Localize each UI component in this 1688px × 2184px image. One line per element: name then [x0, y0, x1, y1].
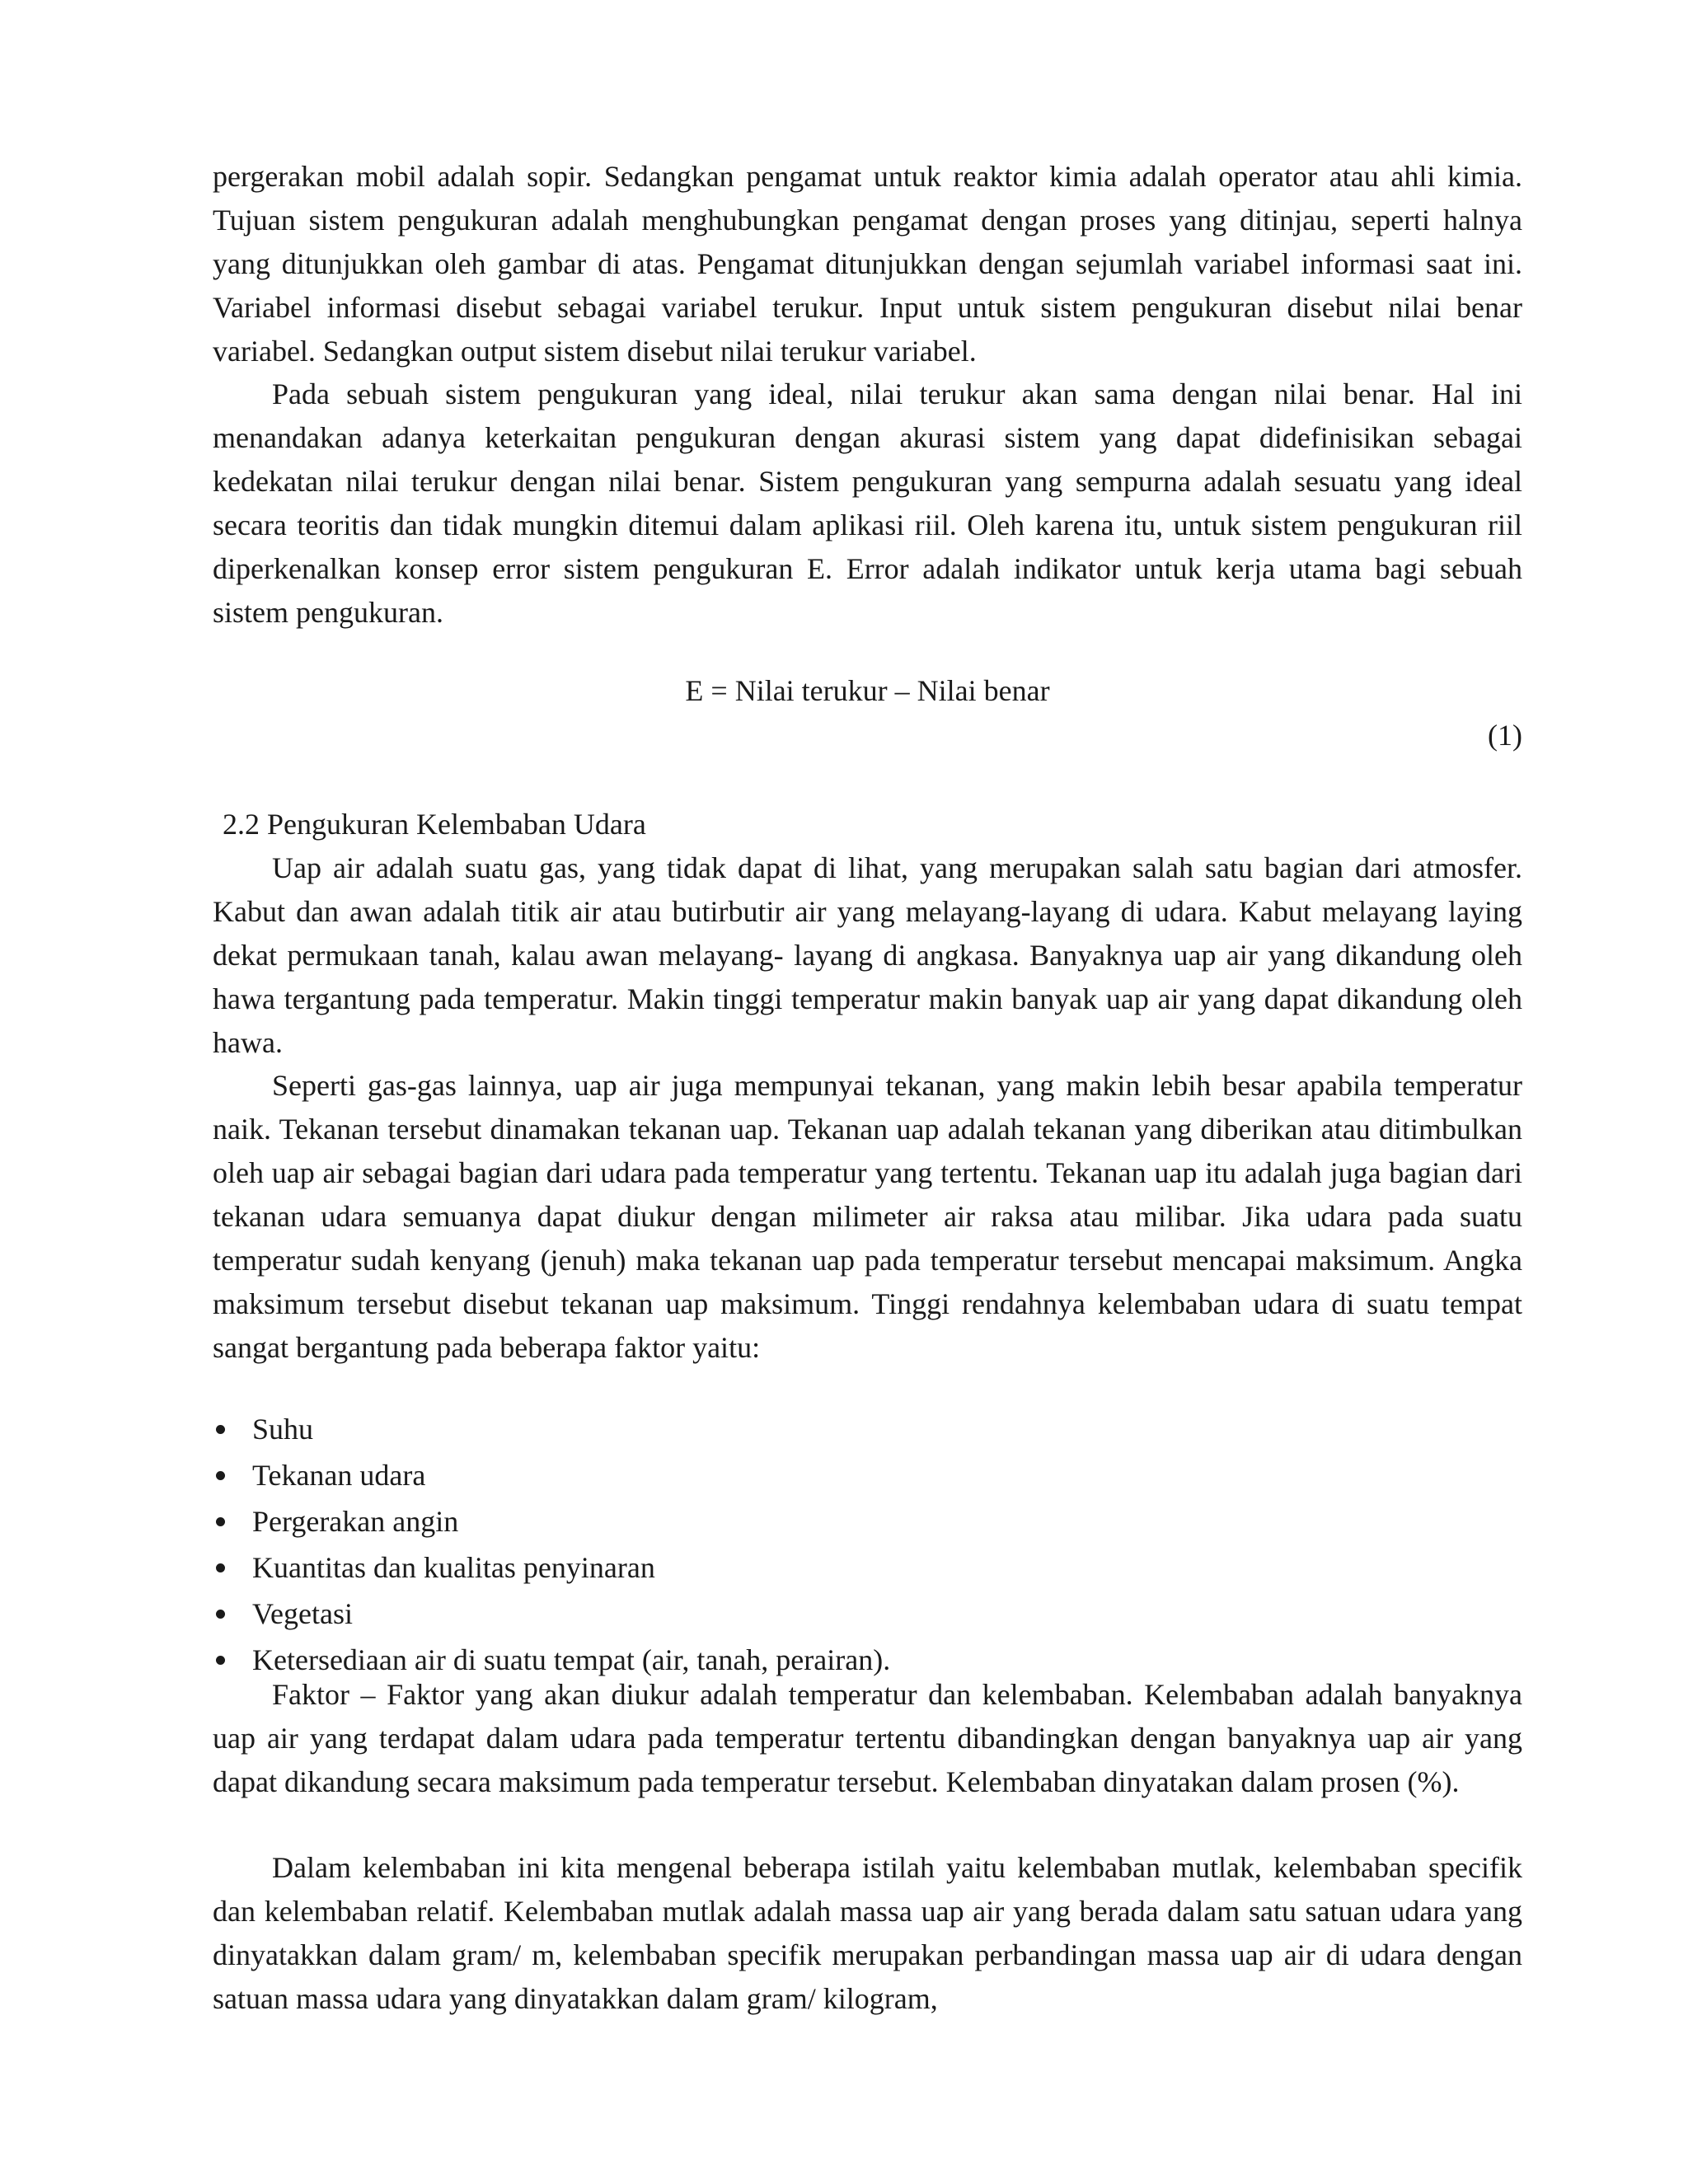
- paragraph-humidity-types: Dalam kelembaban ini kita mengenal beberapa istilah yaitu kelembaban mutlak, kelembaban specifik dan kelembaban relatif. Kelembaban mutlak adalah massa uap air yang berada dalam satu satuan udara yang dinyatakkan dalam gram/ m, kelembaban specifik merupakan perbandingan massa uap air di udara dengan satuan massa udara yang dinyatakkan dalam gram/ kilogram,: [213, 1851, 1522, 2015]
- list-item-text: Ketersediaan air di suatu tempat (air, tanah, perairan).: [252, 1643, 891, 1676]
- list-item-text: Vegetasi: [252, 1597, 353, 1630]
- equation-number: (1): [1488, 719, 1522, 752]
- section-heading: 2.2 Pengukuran Kelembaban Udara: [223, 808, 646, 841]
- list-item-text: Tekanan udara: [252, 1459, 426, 1492]
- bullet-icon: [216, 1425, 225, 1434]
- list-item: [213, 1406, 1522, 1452]
- bullet-icon: [216, 1610, 225, 1619]
- factor-list: [213, 1406, 1522, 1683]
- bullet-icon: [216, 1563, 225, 1572]
- paragraph-water-vapor: Uap air adalah suatu gas, yang tidak dapat di lihat, yang merupakan salah satu bagian dari atmosfer. Kabut dan awan adalah titik air atau butirbutir air yang melayang-layang di udara. Kabut melayang laying dekat permukaan tanah, kalau awan melayang- layang di angkasa. Banyaknya uap air yang dikandung oleh hawa tergantung pada temperatur. Makin tinggi temperatur makin banyak uap air yang dapat dikandung oleh hawa.: [213, 851, 1522, 1059]
- paragraph-vapor-pressure: Seperti gas-gas lainnya, uap air juga mempunyai tekanan, yang makin lebih besar apabila temperatur naik. Tekanan tersebut dinamakan tekanan uap. Tekanan uap adalah tekanan yang diberikan atau ditimbulkan oleh uap air sebagai bagian dari udara pada temperatur yang tertentu. Tekanan uap itu adalah juga bagian dari tekanan udara semuanya dapat diukur dengan milimeter air raksa atau milibar. Jika udara pada suatu temperatur sudah kenyang (jenuh) maka tekanan uap pada temperatur tersebut mencapai maksimum. Angka maksimum tersebut disebut tekanan uap maksimum. Tinggi rendahnya kelembaban udara di suatu tempat sangat bergantung pada beberapa faktor yaitu:: [213, 1069, 1522, 1364]
- list-item-text: Kuantitas dan kualitas penyinaran: [252, 1551, 655, 1584]
- equation-error: E = Nilai terukur – Nilai benar: [685, 674, 1050, 707]
- list-item: [213, 1591, 1522, 1637]
- list-item-text: Pergerakan angin: [252, 1505, 459, 1538]
- list-item: [213, 1498, 1522, 1544]
- bullet-icon: [216, 1471, 225, 1480]
- paragraph-humidity-definition: Faktor – Faktor yang akan diukur adalah temperatur dan kelembaban. Kelembaban adalah banyaknya uap air yang terdapat dalam udara pada temperatur tertentu dibandingkan dengan banyaknya uap air yang dapat dikandung secara maksimum pada temperatur tersebut. Kelembaban dinyatakan dalam prosen (%).: [213, 1678, 1522, 1798]
- list-item: [213, 1452, 1522, 1498]
- paragraph-measurement-purpose: pergerakan mobil adalah sopir. Sedangkan pengamat untuk reaktor kimia adalah operator atau ahli kimia. Tujuan sistem pengukuran adalah menghubungkan pengamat dengan proses yang ditinjau, seperti halnya yang ditunjukkan oleh gambar di atas. Pengamat ditunjukkan dengan sejumlah variabel informasi saat ini. Variabel informasi disebut sebagai variabel terukur. Input untuk sistem pengukuran disebut nilai benar variabel. Sedangkan output sistem disebut nilai terukur variabel.: [213, 160, 1522, 368]
- bullet-icon: [216, 1517, 225, 1526]
- paragraph-ideal-measurement: Pada sebuah sistem pengukuran yang ideal, nilai terukur akan sama dengan nilai benar. Hal ini menandakan adanya keterkaitan pengukuran dengan akurasi sistem yang dapat didefinisikan sebagai kedekatan nilai terukur dengan nilai benar. Sistem pengukuran yang sempurna adalah sesuatu yang ideal secara teoritis dan tidak mungkin ditemui dalam aplikasi riil. Oleh karena itu, untuk sistem pengukuran riil diperkenalkan konsep error sistem pengukuran E. Error adalah indikator untuk kerja utama bagi sebuah sistem pengukuran.: [213, 377, 1522, 629]
- list-item-text: Suhu: [252, 1413, 314, 1446]
- list-item: [213, 1544, 1522, 1591]
- bullet-icon: [216, 1656, 225, 1665]
